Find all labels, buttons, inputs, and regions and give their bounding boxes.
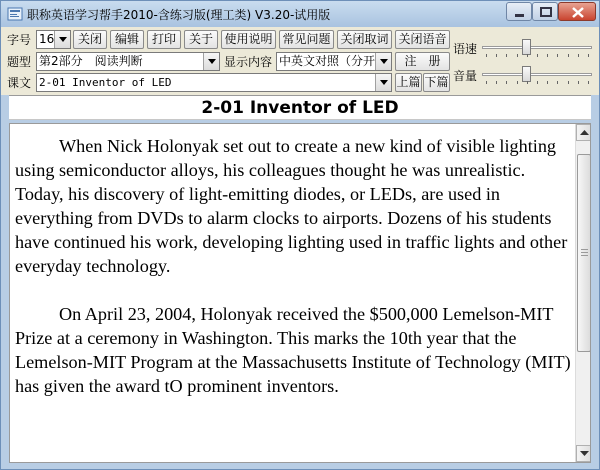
slider-tick [557, 81, 558, 84]
slider-tick [547, 54, 548, 57]
font-size-select[interactable] [36, 30, 71, 49]
lesson-label: 课文 [7, 76, 32, 90]
grip-line [581, 255, 588, 256]
lesson-heading-bar [9, 95, 591, 120]
vertical-scrollbar[interactable] [575, 124, 591, 462]
article-text[interactable] [15, 134, 571, 422]
volume-slider[interactable] [478, 64, 596, 84]
prev-lesson-button[interactable]: 上篇 [395, 73, 422, 92]
slider-tick [517, 81, 518, 84]
about-button[interactable]: 关于 [184, 30, 218, 49]
scroll-up-button[interactable] [576, 124, 591, 141]
font-size-value: 16 [39, 32, 55, 46]
lesson-value: 2-01 Inventor of LED [39, 76, 172, 89]
display-content-select[interactable] [276, 52, 392, 71]
slider-tick [506, 81, 507, 84]
article-paragraph[interactable]: On April 23, 2004, Holonyak received the $500,000 Lemelson-MIT Prize at a ceremony in Washington. This marks the 10th year that the Lemelson-MIT Program at the Massachusetts Institute of Technology (MIT) has given the award tO prominent inventors. [15, 304, 571, 396]
grip-line [581, 252, 588, 253]
font-size-label: 字号 [7, 33, 32, 47]
edit-button[interactable]: 编辑 [110, 30, 144, 49]
close-button[interactable]: 关闭 [73, 30, 107, 49]
slider-tick [537, 54, 538, 57]
slider-track [482, 46, 592, 49]
toolbar [1, 27, 599, 95]
article-paragraph[interactable]: When Nick Holonyak set out to create a new kind of visible lighting using semiconductor alloys, his colleagues thought he was unrealistic. Today, his discovery of light-emitting diodes, or LEDs, are used in everything from DVDs to alarm clocks to airports. Dozens of his students have continued his work, developing lighting used in traffic lights and other everyday technology. [15, 136, 568, 276]
slider-tick [547, 81, 548, 84]
speed-slider-thumb[interactable] [522, 39, 531, 55]
slider-tick [527, 81, 528, 84]
chevron-up-icon [580, 130, 589, 135]
lesson-select[interactable] [36, 73, 392, 92]
chevron-down-icon[interactable] [54, 31, 70, 48]
speech-speed-label: 语速 [453, 42, 478, 56]
slider-tick [578, 81, 579, 84]
window-title: 职称英语学习帮手2010-含练习版(理工类) V3.20-试用版 [27, 8, 331, 22]
slider-tick [496, 54, 497, 57]
slider-tick [588, 81, 589, 84]
slider-tick [486, 81, 487, 84]
slider-tick [486, 54, 487, 57]
print-button[interactable]: 打印 [147, 30, 181, 49]
volume-slider-thumb[interactable] [522, 66, 531, 82]
lesson-text-area[interactable] [9, 123, 591, 463]
faq-button[interactable]: 常见问题 [279, 30, 334, 49]
slider-tick [578, 54, 579, 57]
help-button[interactable]: 使用说明 [221, 30, 276, 49]
volume-label: 音量 [453, 69, 478, 83]
maximize-button[interactable] [532, 2, 558, 21]
chevron-down-icon [580, 451, 589, 456]
speech-speed-slider[interactable] [478, 37, 596, 57]
scroll-down-button[interactable] [576, 445, 591, 462]
app-icon [7, 6, 23, 22]
close-window-button[interactable] [558, 2, 596, 21]
grip-line [581, 249, 588, 250]
slider-tick [517, 54, 518, 57]
slider-tick [506, 54, 507, 57]
title-bar[interactable] [1, 1, 599, 27]
slider-tick [496, 81, 497, 84]
slider-track [482, 73, 592, 76]
scrollbar-thumb[interactable] [577, 154, 591, 352]
display-content-value: 中英文对照（分开 [279, 54, 376, 68]
slider-tick [588, 54, 589, 57]
question-type-value: 第2部分 阅读判断 [39, 54, 143, 68]
slider-tick [537, 81, 538, 84]
slider-tick [568, 81, 569, 84]
lesson-heading: 2-01 Inventor of LED [201, 98, 399, 118]
close-lookup-button[interactable]: 关闭取词 [337, 30, 392, 49]
minimize-button[interactable] [506, 2, 532, 21]
display-content-label: 显示内容 [224, 55, 273, 69]
chevron-down-icon[interactable] [375, 74, 391, 91]
question-type-select[interactable] [36, 52, 220, 71]
next-lesson-button[interactable]: 下篇 [423, 73, 450, 92]
question-type-label: 题型 [7, 55, 32, 69]
register-button[interactable]: 注 册 [395, 52, 450, 71]
slider-tick [527, 54, 528, 57]
slider-tick [557, 54, 558, 57]
close-voice-button[interactable]: 关闭语音 [395, 30, 450, 49]
chevron-down-icon[interactable] [203, 53, 219, 70]
slider-tick [568, 54, 569, 57]
chevron-down-icon[interactable] [375, 53, 391, 70]
